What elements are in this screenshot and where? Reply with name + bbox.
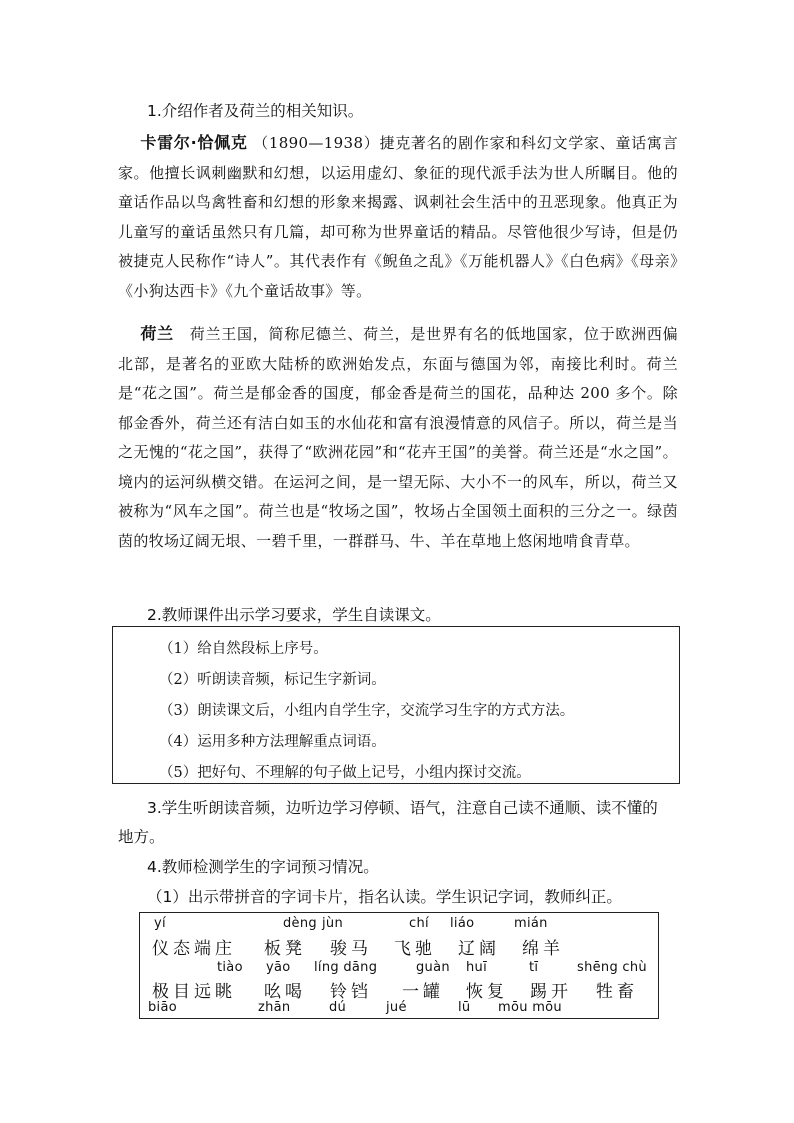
- pinyin: mián: [514, 916, 548, 931]
- pinyin: yí: [154, 916, 166, 931]
- section4-heading: 4.教师检测学生的字词预习情况。: [147, 858, 379, 876]
- word: 吆喝: [264, 982, 306, 1002]
- pinyin: guàn: [416, 960, 450, 975]
- requirement-item: （2）听朗读音频，标记生字新词。: [159, 672, 386, 688]
- requirement-item: （3）朗读课文后，小组内自学生字，交流学习生字的方式方法。: [159, 703, 575, 719]
- word: 骏马: [330, 939, 372, 959]
- word: 恢复: [466, 982, 508, 1002]
- word: 一罐: [402, 982, 444, 1002]
- word: 踢开: [530, 982, 572, 1002]
- pinyin: shēng chù: [577, 960, 647, 975]
- requirement-item: （4）运用多种方法理解重点词语。: [159, 734, 386, 750]
- word: 极目远眺: [152, 982, 236, 1002]
- pinyin: líng dāng: [314, 960, 378, 975]
- pinyin: yāo: [266, 960, 291, 975]
- requirement-item: （5）把好句、不理解的句子做上记号，小组内探讨交流。: [159, 765, 531, 781]
- pinyin: tī: [529, 960, 539, 975]
- requirement-item: （1）给自然段标上序号。: [159, 641, 328, 657]
- requirements-box: [112, 626, 680, 784]
- section1-heading: 1.介绍作者及荷兰的相关知识。: [147, 102, 364, 120]
- word: 牲畜: [596, 982, 638, 1002]
- pinyin: biāo: [148, 1000, 177, 1015]
- holland-name: 荷兰: [140, 324, 174, 343]
- word: 辽阔: [458, 939, 500, 959]
- word: 绵羊: [522, 939, 564, 959]
- author-name: 卡雷尔·恰佩克: [140, 133, 248, 152]
- pinyin: dèng: [283, 916, 317, 931]
- pinyin: zhān: [258, 1000, 291, 1015]
- pinyin: huī: [466, 960, 487, 975]
- pinyin: jùn: [322, 916, 343, 931]
- section3-line2: 地方。: [118, 828, 165, 846]
- word: 板凳: [264, 939, 306, 959]
- holland-text: 荷兰王国，简称尼德兰、荷兰，是世界有名的低地国家，位于欧洲西偏北部，是著名的亚欧大陆桥的欧洲始发点，东面与德国为邻，南接比利时。荷兰是“花之国”。荷兰是郁金香的国度，郁金香是荷兰的国花，品种达 200 多个。除郁金香外，荷兰还有洁白如玉的水仙花和富有浪漫情意的风信子。所以，荷兰是当之无愧的“花之国”，获得了“欧洲花园”和“花卉王国”的美誉。荷兰还是“水之国”。境内的运河纵横交错。在运河之间，是一望无际、大小不一的风车，所以，荷兰又被称为“风车之国”。荷兰也是“牧场之国”，牧场占全国领土面积的三分之一。绿茵茵的牧场辽阔无垠、一碧千里，一群群马、牛、羊在草地上悠闲地啃食青草。: [118, 325, 679, 550]
- pinyin: lū: [458, 1000, 471, 1015]
- word: 飞驰: [394, 939, 436, 959]
- author-text: （1890—1938）捷克著名的剧作家和科幻文学家、童话寓言家。他擅长讽刺幽默和幻想，以运用虚幻、象征的现代派手法为世人所瞩目。他的童话作品以鸟禽牲畜和幻想的形象来揭露、讽刺社会生活中的丑恶现象。他真正为儿童写的童话虽然只有几篇，却可称为世界童话的精品。尽管他很少写诗，但是仍被捷克人民称作“诗人”。其代表作有《鲵鱼之乱》《万能机器人》《白色病》《母亲》《小狗达西卡》《九个童话故事》等。: [118, 134, 679, 300]
- pinyin: dú: [329, 1000, 347, 1015]
- section2-heading: 2.教师课件出示学习要求，学生自读课文。: [147, 606, 441, 624]
- pinyin: mōu mōu: [498, 1000, 562, 1015]
- section3-line1: 3.学生听朗读音频，边听边学习停顿、语气，注意自己读不通顺、读不懂的: [147, 799, 658, 817]
- pinyin: chí: [409, 916, 429, 931]
- pinyin: tiào: [217, 960, 243, 975]
- word: 仪态端庄: [152, 939, 236, 959]
- author-paragraph: [118, 128, 678, 306]
- pinyin: jué: [386, 1000, 407, 1015]
- pinyin: liáo: [450, 916, 475, 931]
- word-cards-box: [139, 912, 659, 1019]
- section4-sub: （1）出示带拼音的字词卡片，指名认读。学生识记字词，教师纠正。: [147, 888, 622, 906]
- holland-paragraph: [118, 319, 678, 556]
- word: 铃铛: [330, 982, 372, 1002]
